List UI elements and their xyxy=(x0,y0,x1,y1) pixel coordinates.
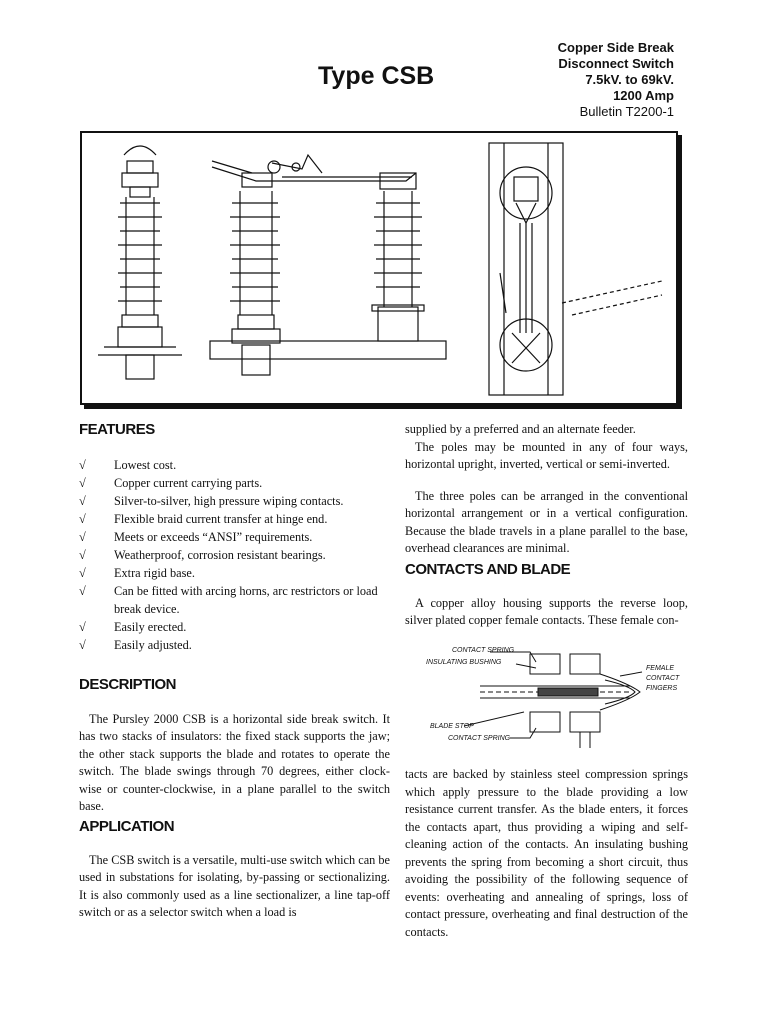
check-icon: √ xyxy=(79,476,86,490)
label-contact-spring-bottom: CONTACT SPRING xyxy=(448,735,511,742)
plan-view xyxy=(489,143,662,395)
label-insulating-bushing: INSULATING BUSHING xyxy=(426,659,502,666)
feature-item: √ Weatherproof, corrosion resistant bearings. xyxy=(79,548,326,562)
application-section xyxy=(79,818,390,922)
product-line-1: Copper Side Break xyxy=(557,40,674,55)
arrangement-text: The three poles can be arranged in the conventional horizontal arrangement or in a vertical configuration. Because the blade travels in a plane parallel to the base, overhead clearances are minimal. xyxy=(405,488,688,555)
description-text: The Pursley 2000 CSB is a horizontal side break switch. It has two stacks of insulators: the fixed stack supports the jaw; the other stack supports the blade and rotates to operate the switch. The blade swings through 70 degrees, either clock-wise or counter-clockwise, in a plane parallel to the switch base. xyxy=(79,711,390,813)
mounting-text: The poles may be mounted in any of four ways, horizontal upright, inverted, vertical or semi-inverted. xyxy=(405,439,688,471)
insulator-stack-right xyxy=(372,173,424,341)
switch-base xyxy=(210,341,446,359)
check-icon: √ xyxy=(79,566,86,580)
contacts-section xyxy=(405,561,688,630)
contacts-text-1: A copper alloy housing supports the reverse loop, silver plated copper female contacts. These female con- xyxy=(405,595,688,627)
contacts-text-2: tacts are backed by stainless steel compression springs which apply pressure to the blade providing a low resistance current transfer. As the blade enters, it forces the contacts apart, thus providing a wiping and self-cleaning action of the contacts. An insulating bushing prevents the spring from becoming a short circuit, thus avoiding the possibility of the following sequence of events: overheating and annealing of springs, loss of contact pressure, overheating and final destruction of the contacts. xyxy=(405,767,688,939)
check-icon: √ xyxy=(79,620,86,634)
application-heading: APPLICATION xyxy=(79,818,175,835)
insulator-stack-middle xyxy=(212,155,416,375)
check-icon: √ xyxy=(79,584,86,598)
feature-item: √ Easily erected. xyxy=(79,620,187,634)
contacts-heading: CONTACTS AND BLADE xyxy=(405,561,571,578)
label-contact-spring-top: CONTACT SPRING xyxy=(452,647,515,654)
features-list xyxy=(79,456,390,654)
features-heading: FEATURES xyxy=(79,421,155,438)
feature-item: √ Extra rigid base. xyxy=(79,566,195,580)
check-icon: √ xyxy=(79,494,86,508)
switch-drawing xyxy=(82,133,676,403)
label-female-2: CONTACT xyxy=(646,675,680,682)
label-female-1: FEMALE xyxy=(646,665,675,672)
page-title: Type CSB xyxy=(318,62,435,90)
contacts-section-continued xyxy=(405,766,688,941)
check-icon: √ xyxy=(79,548,86,562)
description-section xyxy=(79,676,390,816)
description-heading: DESCRIPTION xyxy=(79,676,177,693)
label-female-3: FINGERS xyxy=(646,685,678,692)
check-icon: √ xyxy=(79,530,86,544)
contact-detail-drawing xyxy=(420,640,688,750)
product-line-3: 7.5kV. to 69kV. xyxy=(585,72,674,87)
feature-item: √ Can be fitted with arcing horns, arc restrictors or load break device. xyxy=(79,584,378,616)
feature-item: √ Easily adjusted. xyxy=(79,638,192,652)
features-section xyxy=(79,421,390,439)
switch-illustration-frame xyxy=(80,131,678,405)
product-header xyxy=(558,40,674,120)
product-line-4: 1200 Amp xyxy=(613,88,674,103)
insulator-stack-left xyxy=(98,146,182,379)
check-icon: √ xyxy=(79,512,86,526)
feature-item: √ Meets or exceeds “ANSI” requirements. xyxy=(79,530,313,544)
feature-item: √ Lowest cost. xyxy=(79,458,177,472)
mounting-section xyxy=(405,421,688,558)
check-icon: √ xyxy=(79,638,86,652)
check-icon: √ xyxy=(79,458,86,472)
feature-item: √ Flexible braid current transfer at hinge end. xyxy=(79,512,328,526)
bulletin-number: Bulletin T2200-1 xyxy=(579,104,674,119)
label-blade-stop: BLADE STOP xyxy=(430,723,474,730)
product-line-2: Disconnect Switch xyxy=(558,56,674,71)
feature-item: √ Copper current carrying parts. xyxy=(79,476,263,490)
feeder-text: supplied by a preferred and an alternate feeder. xyxy=(405,422,636,436)
application-text: The CSB switch is a versatile, multi-use switch which can be used in substations for isolating, by-passing or sectionalizing. It is also commonly used as a line sectionalizer, a line tap-off switch or as a selector switch when a load is xyxy=(79,852,390,919)
feature-item: √ Silver-to-silver, high pressure wiping contacts. xyxy=(79,494,344,508)
